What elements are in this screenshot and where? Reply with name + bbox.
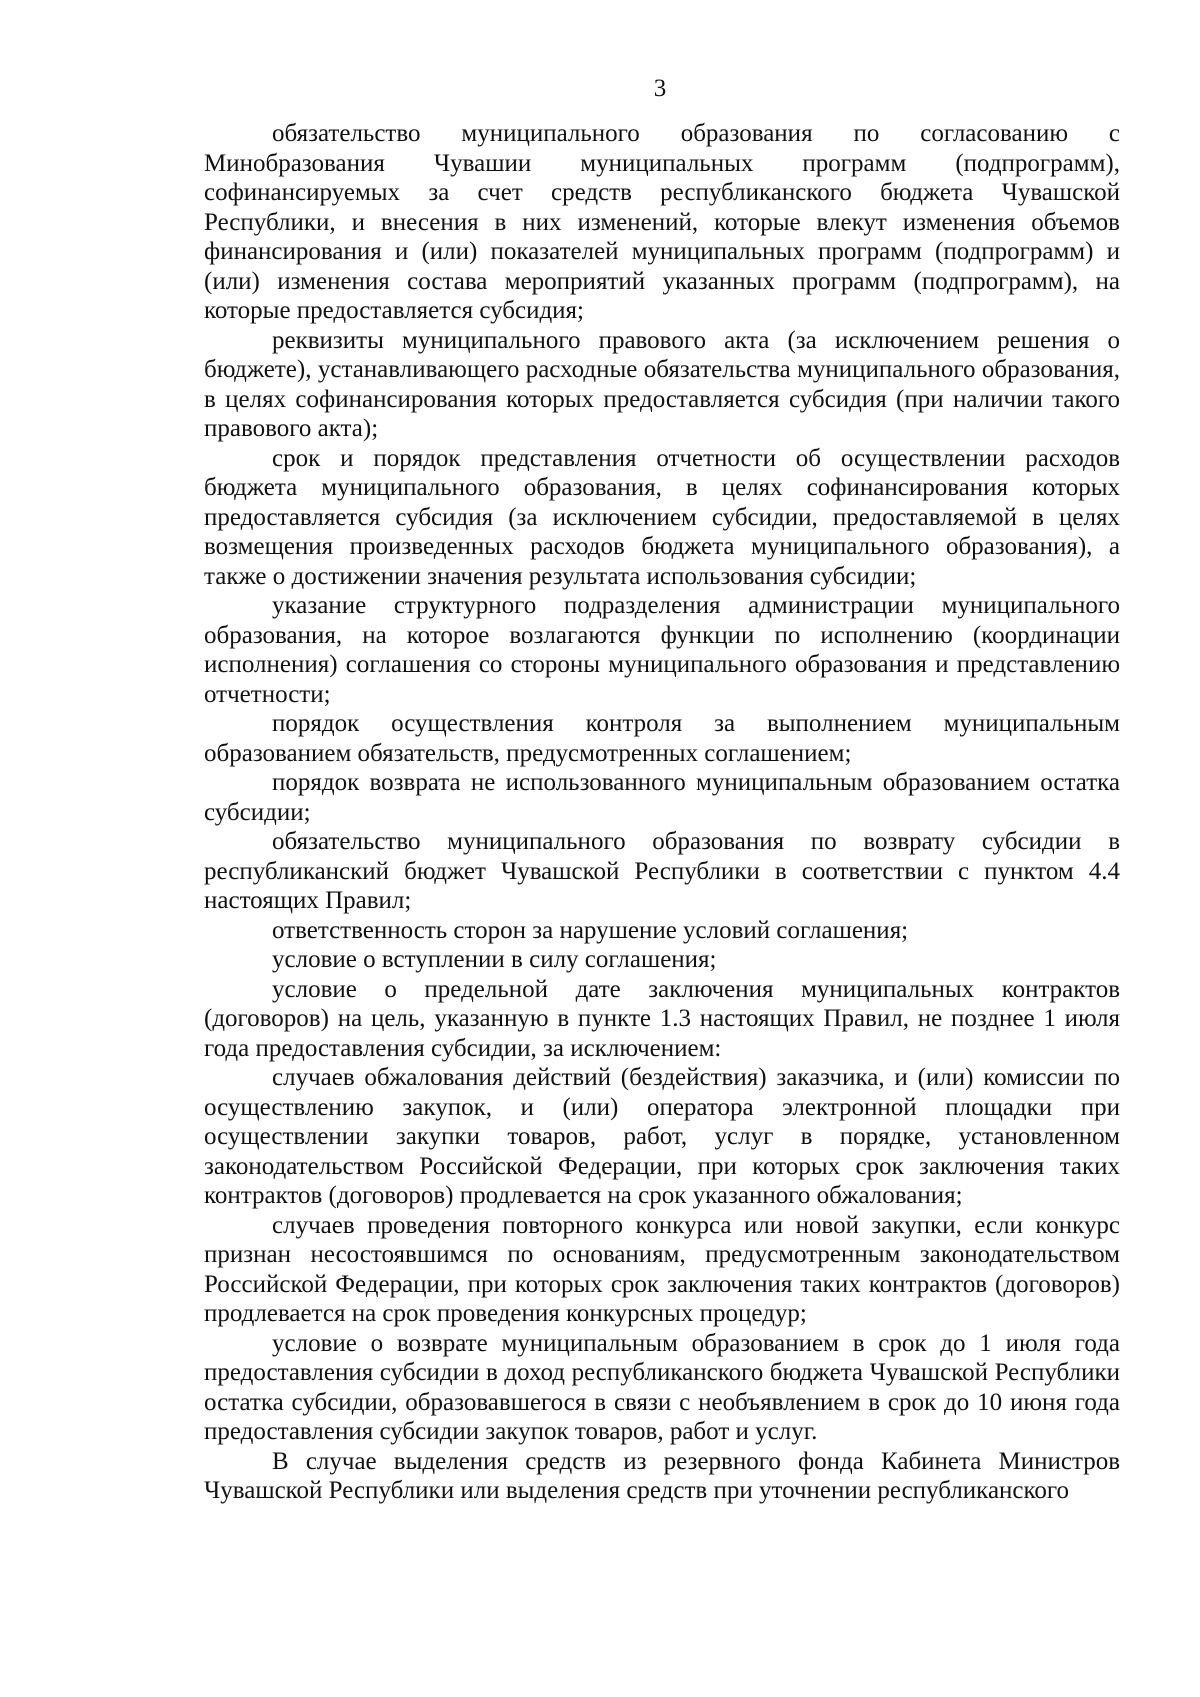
- paragraph: случаев обжалования действий (бездействия) заказчика, и (или) комиссии по осуществлению закупок, и (или) оператора электронной площадки при осуществлении закупки товаров, работ, услуг в порядке, установленном законодательством Российской Федерации, при которых срок заключения таких контрактов (договоров) продлевается на срок указанного обжалования;: [204, 1064, 1120, 1209]
- paragraph: обязательство муниципального образования по согласованию с Минобразования Чувашии муниципальных программ (подпрограмм), софинансируемых за счет средств республиканского бюджета Чувашской Республики, и внесения в них изменений, которые влекут изменения объемов финансирования и (или) показателей муниципальных программ (подпрограмм) и (или) изменения состава мероприятий указанных программ (подпрограмм), на которые предоставляется субсидия;: [204, 120, 1120, 324]
- paragraph: В случае выделения средств из резервного фонда Кабинета Министров Чувашской Республики или выделения средств при уточнении республиканского: [204, 1447, 1120, 1504]
- paragraph: условие о вступлении в силу соглашения;: [272, 946, 717, 973]
- paragraph: условие о предельной дате заключения муниципальных контрактов (договоров) на цель, указанную в пункте 1.3 настоящих Правил, не позднее 1 июля года предоставления субсидии, за исключением:: [204, 975, 1120, 1062]
- paragraph: срок и порядок представления отчетности об осуществлении расходов бюджета муниципального образования, в целях софинансирования которых предоставляется субсидия (за исключением субсидии, предоставляемой в целях возмещения произведенных расходов бюджета муниципального образования), а также о достижении значения результата использования субсидии;: [204, 444, 1120, 590]
- paragraph: порядок возврата не использованного муниципальным образованием остатка субсидии;: [204, 769, 1120, 826]
- paragraph: случаев проведения повторного конкурса или новой закупки, если конкурс признан несостоявшимся по основаниям, предусмотренным законодательством Российской Федерации, при которых срок заключения таких контрактов (договоров) продлевается на срок проведения конкурсных процедур;: [204, 1211, 1120, 1327]
- paragraph: ответственность сторон за нарушение условий соглашения;: [272, 916, 909, 944]
- page-number: 3: [653, 75, 667, 102]
- paragraph: условие о возврате муниципальным образованием в срок до 1 июля года предоставления субсидии в доход республиканского бюджета Чувашской Республики остатка субсидии, образовавшегося в связи с необъявлением в срок до 10 июня года предоставления субсидии закупок товаров, работ и услуг.: [204, 1329, 1120, 1445]
- paragraph: указание структурного подразделения администрации муниципального образования, на которое возлагаются функции по исполнению (координации исполнения) соглашения со стороны муниципального образования и представлению отчетности;: [204, 592, 1120, 708]
- paragraph: реквизиты муниципального правового акта (за исключением решения о бюджете), устанавливающего расходные обязательства муниципального образования, в целях софинансирования которых предоставляется субсидия (при наличии такого правового акта);: [204, 326, 1120, 442]
- paragraph: порядок осуществления контроля за выполнением муниципальным образованием обязательств, предусмотренных соглашением;: [204, 710, 1120, 767]
- document-body: [204, 119, 1120, 1506]
- paragraph: обязательство муниципального образования по возврату субсидии в республиканский бюджет Чувашской Республики в соответствии с пунктом 4.4 настоящих Правил;: [204, 828, 1120, 914]
